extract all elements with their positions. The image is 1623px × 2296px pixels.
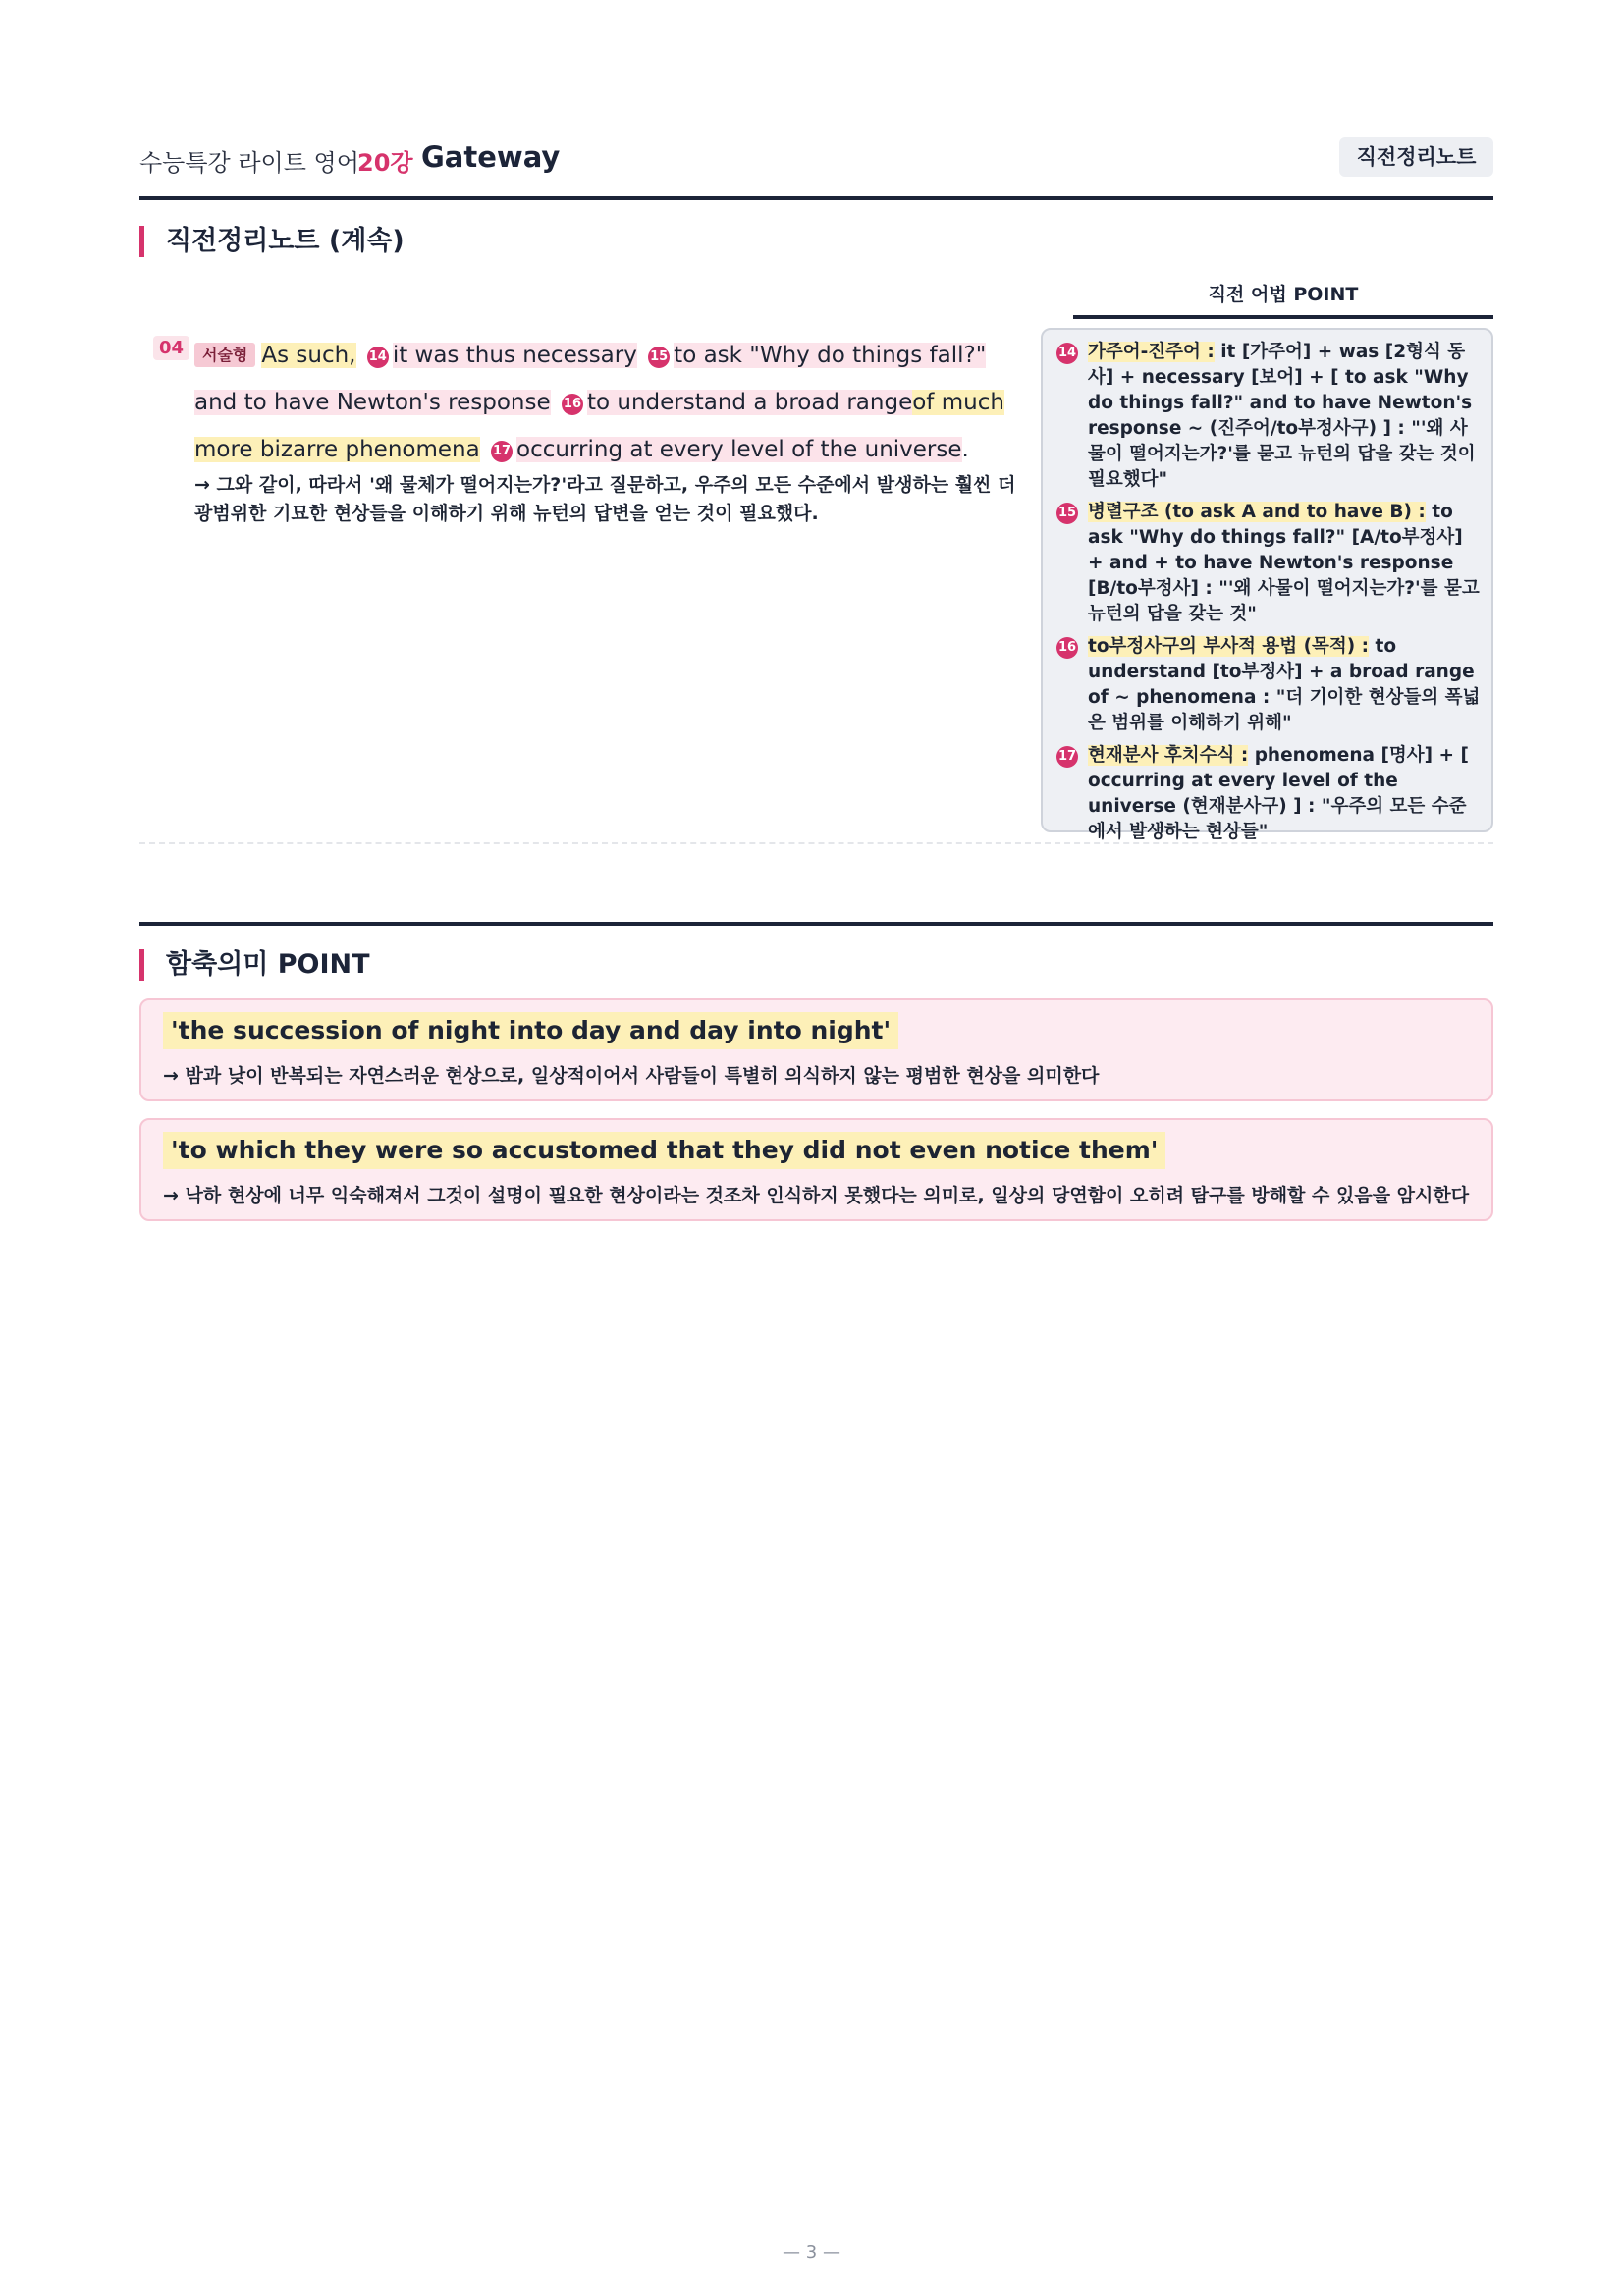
- sentence-segment: to understand a broad range: [586, 390, 913, 415]
- grammar-item-body: it [가주어] + was [2형식 동사] + necessary [보어] + [ to ask "Why do things fall?" and to have Newton's response ~ (진주어/to부정사구) ] : "'왜 사물이 떨어지는가?'를 묻고 뉴턴의 답을 갖는 것이 필요했다": [1088, 342, 1476, 490]
- item-number: 04: [153, 336, 189, 360]
- section-title-notes: 직전정리노트 (계속): [139, 226, 405, 257]
- question-type-tag: 서술형: [194, 343, 255, 367]
- grammar-item-body: to understand [to부정사] + a broad range of ~ phenomena : "더 기이한 현상들의 폭넓은 범위를 이해하기 위해": [1088, 636, 1481, 733]
- grammar-item-body: to ask "Why do things fall?" [A/to부정사] + and + to have Newton's response [B/to부정사] : "'왜 사물이 떨어지는가?'를 묻고 뉴턴의 답을 갖는 것": [1088, 502, 1480, 624]
- sentence-segment: As such,: [261, 343, 356, 368]
- section-divider-dashed: [139, 842, 1493, 844]
- grammar-item-title: 가주어-진주어 :: [1088, 342, 1215, 362]
- sentence-segment: of much more bizarre phenomena: [194, 390, 1004, 462]
- marker-14-icon: 14: [367, 347, 389, 368]
- book-title: 수능특강 라이트 영어: [139, 149, 359, 177]
- marker-15-icon: 15: [1056, 503, 1078, 524]
- lesson-number: 20강: [357, 149, 413, 177]
- marker-14-icon: 14: [1056, 343, 1078, 364]
- grammar-item: [1056, 500, 1482, 627]
- marker-15-icon: 15: [648, 347, 670, 368]
- lesson-title: Gateway: [421, 140, 561, 174]
- marker-16-icon: 16: [562, 394, 583, 415]
- grammar-point-box: [1041, 328, 1493, 842]
- implication-explanation: → 낙하 현상에 너무 익숙해져서 그것이 설명이 필요한 현상이라는 것조차 인식하지 못했다는 의미로, 일상의 당연함이 오히려 탐구를 방해할 수 있음을 암시한다: [163, 1185, 1470, 1206]
- grammar-item-body: phenomena [명사] + [ occurring at every level of the universe (현재분사구) ] : "우주의 모든 수준에서 발생하는 현상들": [1088, 745, 1469, 842]
- sentence-segment: occurring at every level of the universe: [516, 437, 962, 462]
- implication-card: [139, 998, 1493, 1101]
- section-title-implication: 함축의미 POINT: [139, 949, 370, 981]
- marker-17-icon: 17: [1056, 746, 1078, 768]
- sentence-segment: it was thus necessary: [392, 343, 637, 368]
- section-divider: [139, 922, 1493, 926]
- implication-explanation: → 밤과 낮이 반복되는 자연스러운 현상으로, 일상적이어서 사람들이 특별히 의식하지 않는 평범한 현상을 의미한다: [163, 1065, 1100, 1087]
- grammar-item-title: to부정사구의 부사적 용법 (목적) :: [1088, 636, 1370, 657]
- sentence-period: .: [961, 437, 969, 462]
- grammar-item-title: 현재분사 후치수식 :: [1088, 745, 1249, 766]
- grammar-item: [1056, 634, 1482, 736]
- example-sentence: [194, 332, 1014, 473]
- grammar-point-heading: 직전 어법 POINT: [1073, 280, 1493, 319]
- sentence-translation: → 그와 같이, 따라서 '왜 물체가 떨어지는가?'라고 질문하고, 우주의 모든 수준에서 발생하는 훨씬 더 광범위한 기묘한 현상들을 이해하기 위해 뉴턴의 답변을 얻는 것이 필요했다.: [194, 474, 1016, 524]
- grammar-item: [1056, 743, 1482, 845]
- page-number: — 3 —: [783, 2242, 840, 2263]
- sentence-segment: to ask "Why do things fall?" and to have Newton's response: [194, 343, 987, 415]
- implication-card: [139, 1118, 1493, 1221]
- implication-quote: 'to which they were so accustomed that they did not even notice them': [163, 1132, 1165, 1169]
- implication-quote: 'the succession of night into day and day into night': [163, 1012, 898, 1049]
- page-header: [139, 137, 1493, 200]
- section-badge: 직전정리노트: [1339, 137, 1493, 177]
- marker-16-icon: 16: [1056, 637, 1078, 659]
- marker-17-icon: 17: [491, 441, 513, 462]
- grammar-item-title: 병렬구조 (to ask A and to have B) :: [1088, 502, 1426, 522]
- grammar-item: [1056, 340, 1482, 493]
